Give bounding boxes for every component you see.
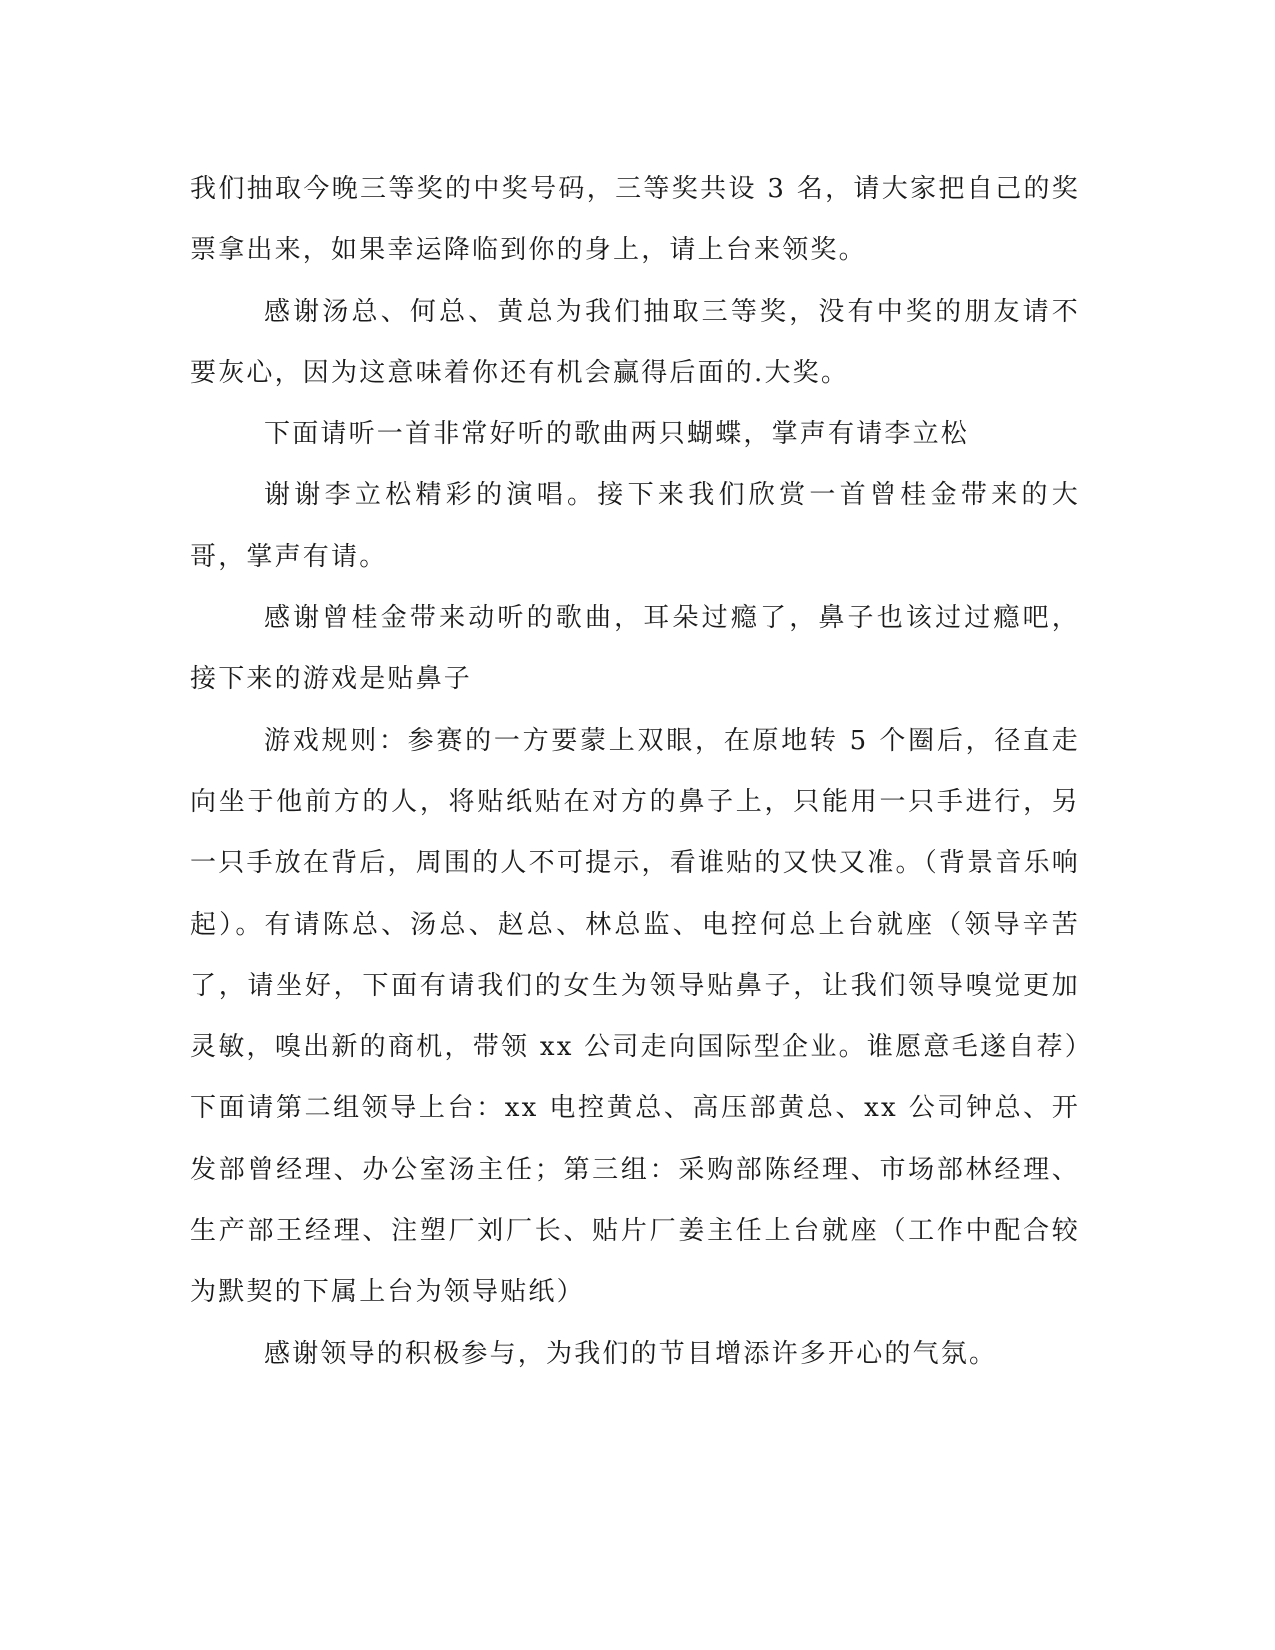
paragraph-thanks-third-prize: 感谢汤总、何总、黄总为我们抽取三等奖，没有中奖的朋友请不要灰心，因为这意味着你还有机会赢得后面的.大奖。	[190, 296, 1080, 388]
paragraph-thanks-singer: 谢谢李立松精彩的演唱。接下来我们欣赏一首曾桂金带来的大哥，掌声有请。	[190, 480, 1080, 572]
paragraph-thanks-leaders: 感谢领导的积极参与，为我们的节目增添许多开心的气氛。	[264, 1338, 998, 1369]
paragraph-song-intro: 下面请听一首非常好听的歌曲两只蝴蝶，掌声有请李立松	[264, 419, 970, 450]
document-body	[190, 159, 1080, 1385]
paragraph-game-intro: 感谢曾桂金带来动听的歌曲，耳朵过瘾了，鼻子也该过过瘾吧，接下来的游戏是贴鼻子	[190, 603, 1080, 695]
paragraph-game-rules: 游戏规则：参赛的一方要蒙上双眼，在原地转 5 个圈后，径直走向坐于他前方的人，将贴纸贴在对方的鼻子上，只能用一只手进行，另一只手放在背后，周围的人不可提示，看谁贴的又快又准。（背景音乐响起）。有请陈总、汤总、赵总、林总监、电控何总上台就座（领导辛苦了，请坐好，下面有请我们的女生为领导贴鼻子，让我们领导嗅觉更加灵敏，嗅出新的商机，带领 xx 公司走向国际型企业。谁愿意毛遂自荐）下面请第二组领导上台：xx 电控黄总、高压部黄总、xx 公司钟总、开发部曾经理、办公室汤主任；第三组：采购部陈经理、市场部林经理、生产部王经理、注塑厂刘厂长、贴片厂姜主任上台就座（工作中配合较为默契的下属上台为领导贴纸）	[190, 725, 1080, 1308]
paragraph-third-prize-draw: 我们抽取今晚三等奖的中奖号码，三等奖共设 3 名，请大家把自己的奖票拿出来，如果幸运降临到你的身上，请上台来领奖。	[190, 174, 1080, 266]
